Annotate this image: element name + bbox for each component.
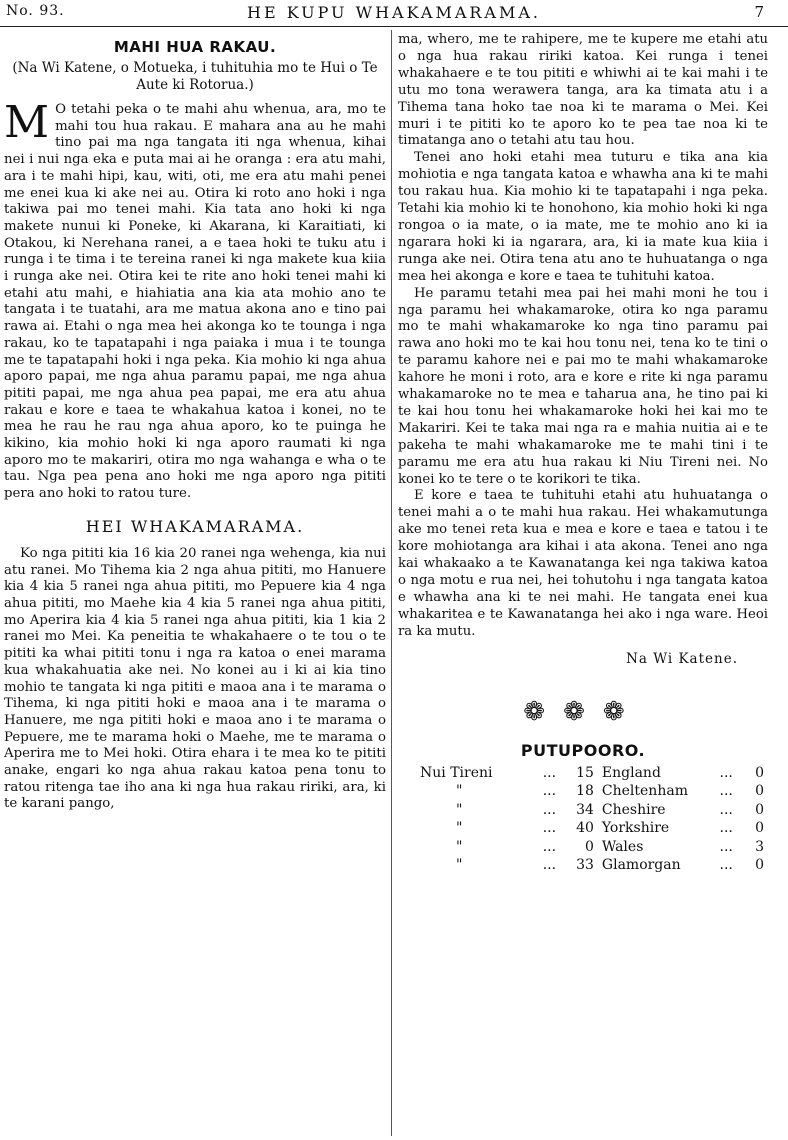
opponent-score: 0 [755,783,764,800]
team-score: 15 [576,764,594,781]
table-row [416,764,768,783]
team-name: " [456,783,463,800]
leader-dots: ... [719,783,733,800]
team-name: " [456,838,463,855]
leader-dots: ... [719,820,733,837]
page-label: No. 93. [6,3,65,19]
leader-dots: ... [719,764,733,781]
opponent-name: Cheltenham [601,783,688,800]
paragraph-text: O tetahi peka o te mahi ahu whenua, ara, mo te mahi tou hua rakau. E mahara ana au he mahi tino pai ma nga tangata iti nga whenua, kihai nei i nui nga eka e puta mai ai he oranga : era atu mahi, ara i te mahi hipi, kau, witi, oti, me era atu mahi penei me enei kua ki ake nei au. Otira ki roto ano hoki i nga takiwa pai mo tenei mahi. Kia tata ano hoki ki nga makete nunui ki Poneke, ki Akarana, ki Karaitiati, ki Otakou, ki Nerehana ranei, a e taea hoki te tuku atu i runga i te tima i te tereina ranei ki nga makete kua kiia i runga ake nei. Otira kei te rite ano hoki tenei mahi ki etahi atu mahi, e hiahiatia ana kia ata mohio ano te tangata i te tuatahi, ara me matua akona ano e tino pai rawa ai. Etahi o nga mea hei akonga ko te tounga i nga rakau, ko te tapatapahi i nga paiaka i mua i te tounga me te tapatapahi hoki i nga peka. Kia mohio ki nga ahua aporo papai, me nga ahua paramu papai, me nga ahua pititi papai, me nga ahua pea papai, me era atu ahua rakau e kore e taea te whakahua katoa i konei, no te mea he rau he rau nga ahua aporo, ko te puinga he kikino, kia mohio hoki ki nga aporo raumati ki nga aporo mo te makariri, otira mo nga wahanga e wha o te tau. Nga pea pena ano hoki me nga aporo nga pititi pera ano hoki to ratou ture. [4,102,386,502]
flower-ornament-icon: ❁ [602,696,643,727]
opponent-name: Glamorgan [601,857,681,874]
team-score: 0 [584,838,594,855]
opponent-name: England [601,764,661,781]
opponent-score: 3 [755,838,764,855]
leader-dots: ... [719,838,733,855]
table-row [416,801,768,820]
table-row [416,782,768,801]
page-number: 7 [754,3,764,21]
article-paragraph: Ko nga pititi kia 16 kia 20 ranei nga wehenga, kia nui atu ranei. Mo Tihema kia 2 nga ahua pititi, mo Hanuere kia 4 kia 5 ranei nga ahua pititi, mo Pepuere kia 4 nga ahua pititi, mo Maehe kia 4 kia 5 ranei nga ahua pititi, mo Aperira kia 4 kia 5 ranei nga ahua pititi, kia 1 kia 2 ranei mo Mei. Ka peneitia te whakahaere o te tou o te pititi ka whai pititi tonu i nga ra katoa o enei marama kua whakahuatia ake nei. No konei au i ki ai kia tino mohio te tangata ki nga pititi e maoa ana i te marama o Tihema, ki nga pititi hoki e maoa ana i te marama o Hanuere, me nga pititi hoki e maoa ano i te marama o Pepuere, me te marama hoki o Maehe, me te marama o Aperira me to Mei hoki. Otira ehara i te mea ko te pititi anake, engari ko nga ahua rakau katoa pena tonu to ratou ritenga tae iho ana ki nga hua rakau ririki, ara, ki te karani pango, [4,545,386,812]
signature: Na Wi Katene. [626,650,738,667]
team-score: 18 [576,783,594,800]
opponent-name: Cheshire [601,801,666,818]
leader-dots: ... [719,857,733,874]
opponent-name: Wales [601,838,644,855]
journal-title: HE KUPU WHAKAMARAMA. [246,3,541,22]
results-heading: PUTUPOORO. [520,740,646,760]
leader-dots: ... [542,820,557,837]
article-title: MAHI HUA RAKAU. [113,38,277,56]
opponent-score: 0 [755,857,764,874]
leader-dots: ... [542,838,557,855]
article-paragraph [4,97,386,503]
left-column [4,32,386,1140]
team-name: " [456,801,463,818]
column-divider [391,30,392,1136]
table-row [416,856,768,875]
opponent-score: 0 [755,801,764,818]
leader-dots: ... [719,801,733,818]
ornament-row [398,697,768,727]
article-paragraph-continued: ma, whero, me te rahipere, me te kupere me etahi atu o nga hua rakau ririki katoa. Kei runga i tenei whakahaere e te tou pititi e whiwhi ai te kai mahi i te utu mo tona werawera tanga, ara ka timata atu i a Tihema tana hoko tae noa ki te marama o Mei. Kei muri i te pititi ko te aporo ko te pea tae noa ki te timatanga ano o tetahi atu tau hou. [398,32,768,149]
opponent-score: 0 [755,820,764,837]
team-name: " [456,820,463,837]
team-score: 34 [576,801,594,818]
right-column [398,32,768,1140]
article-paragraph: Tenei ano hoki etahi mea tuturu e tika ana kia mohiotia e nga tangata katoa e whawha ana ki te mahi tou rakau hua. Kia mohio ki te tapatapahi i nga peka. Tetahi kia mohio ki te honohono, kia mohio hoki ki nga rongoa o ia mate, o ia mate, me te mohio ano ki ia ngarara hoki ki ia ngarara, ara, ki ia mate kua kiia i runga ake nei. Otira tena atu ano te huhuatanga o nga mea hei akonga e kore e taea te tuhituhi katoa. [398,150,768,284]
article-paragraph: E kore e taea te tuhituhi etahi atu huhuatanga o tenei mahi a o te mahi hua rakau. Hei whakamutunga ake mo tenei reta kua e mea e kore e taea e tatou i te kore mohiotanga ara kihai i ata akona. Tenei ano nga kai whakaako a te Kawanatanga kei nga takiwa katoa o nga motu e rua nei, hei tohutohu i nga tangata katoa e whawha ana ki te nei mahi. He tangata enei kua whakaritea e te Kawanatanga hei ako i nga ware. Heoi ra ka mutu. [398,488,768,639]
section-heading: HEI WHAKAMARAMA. [85,516,305,536]
flower-ornament-icon: ❁ [523,696,564,727]
table-row [416,838,768,857]
team-name: " [456,857,463,874]
team-name: Nui Tireni [420,764,493,781]
results-table [416,764,768,875]
table-row [416,819,768,838]
team-score: 33 [576,857,594,874]
flower-ornament-icon: ❁ [563,696,603,727]
opponent-name: Yorkshire [601,820,670,837]
team-score: 40 [576,820,594,837]
opponent-score: 0 [755,764,764,781]
leader-dots: ... [542,801,557,818]
leader-dots: ... [542,857,557,874]
leader-dots: ... [542,764,557,781]
leader-dots: ... [542,783,557,800]
article-paragraph: He paramu tetahi mea pai hei mahi moni he tou i nga paramu hei whakamaroke, otira ko nga paramu mo te mahi whakamaroke ko nga tino paramu pai rawa ano hoki mo te kai hou tonu nei, tena ko te tini o te paramu kahore nei e pai mo te mahi whakamaroke kahore he moni i roto, ara e kore e rite ki nga paramu whakamaroke no te mea e taharua ana, he tino pai ki te kai hou tonu hei whakamaroke hoki hei kai mo te Makariri. Kei te taka mai nga ra e mahia nuitia ai e te pakeha te mahi whakamaroke me te mahi tini i te paramu me era atu hua rakau ki Niu Tireni nei. No konei ko te tere o te korikori te tika. [398,285,768,487]
article-byline: (Na Wi Katene, o Motueka, i tuhituhia mo te Hui o Te Aute ki Rotorua.) [12,60,378,93]
page-header [0,0,788,26]
drop-cap: M [4,97,50,148]
header-rule [0,26,788,27]
